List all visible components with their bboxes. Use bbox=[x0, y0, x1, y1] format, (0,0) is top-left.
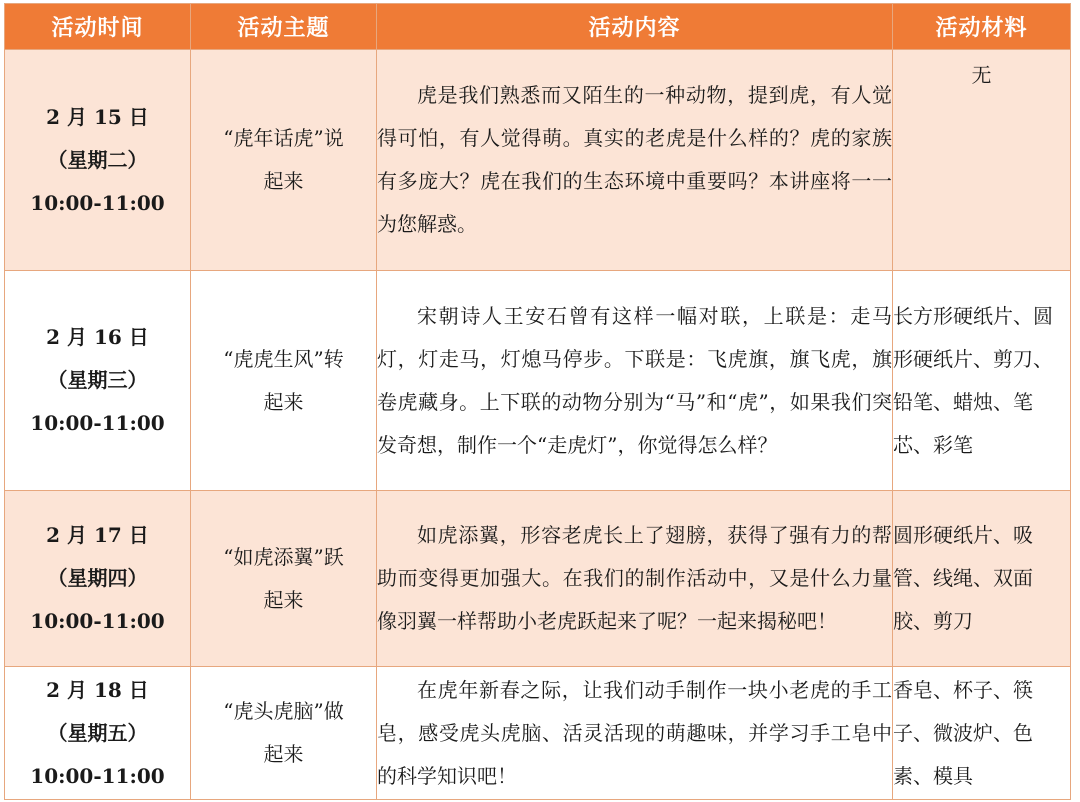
theme-cell bbox=[191, 667, 377, 800]
theme-line: 起来 bbox=[263, 742, 304, 766]
content-cell bbox=[377, 491, 893, 667]
materials-text: 长方形硬纸片、圆形硬纸片、剪刀、铅笔、蜡烛、笔芯、彩笔 bbox=[893, 303, 1053, 457]
content-cell bbox=[377, 271, 893, 491]
theme-cell bbox=[191, 491, 377, 667]
content-text: 宋朝诗人王安石曾有这样一幅对联，上联是：走马灯，灯走马，灯熄马停步。下联是：飞虎旗，旗飞虎，旗卷虎藏身。上下联的动物分别为“马”和“虎”，如果我们突发奇想，制作一个“走虎灯”，你觉得怎么样？ bbox=[377, 303, 892, 457]
theme-cell bbox=[191, 50, 377, 271]
time-range-text: 10:00-11:00 bbox=[30, 609, 165, 633]
header-content: 活动内容 bbox=[377, 4, 893, 50]
date-text: 2 月 17 日 bbox=[46, 523, 149, 547]
content-text: 在虎年新春之际，让我们动手制作一块小老虎的手工皂，感受虎头虎脑、活灵活现的萌趣味，并学习手工皂中的科学知识吧！ bbox=[377, 677, 892, 788]
weekday-text: （星期四） bbox=[47, 566, 148, 590]
table-header-row bbox=[5, 4, 1071, 50]
date-text: 2 月 16 日 bbox=[46, 325, 149, 349]
content-text: 如虎添翼，形容老虎长上了翅膀，获得了强有力的帮助而变得更加强大。在我们的制作活动中，又是什么力量像羽翼一样帮助小老虎跃起来了呢？一起来揭秘吧！ bbox=[377, 523, 892, 633]
materials-text: 圆形硬纸片、吸管、线绳、双面胶、剪刀 bbox=[893, 523, 1033, 633]
header-time: 活动时间 bbox=[5, 4, 191, 50]
time-cell bbox=[5, 271, 191, 491]
date-text: 2 月 15 日 bbox=[46, 104, 149, 129]
activity-schedule-table bbox=[4, 3, 1071, 800]
time-cell bbox=[5, 491, 191, 667]
date-text: 2 月 18 日 bbox=[46, 677, 149, 702]
table-row bbox=[5, 50, 1071, 271]
theme-cell bbox=[191, 271, 377, 491]
weekday-text: （星期五） bbox=[47, 720, 148, 745]
materials-cell bbox=[893, 491, 1071, 667]
materials-text: 无 bbox=[971, 63, 992, 87]
theme-line: “虎头虎脑”做 bbox=[223, 699, 344, 723]
materials-cell bbox=[893, 50, 1071, 271]
time-range-text: 10:00-11:00 bbox=[30, 190, 165, 215]
theme-line: 起来 bbox=[263, 389, 304, 414]
table-row bbox=[5, 271, 1071, 491]
time-range-text: 10:00-11:00 bbox=[30, 763, 165, 788]
theme-line: “虎年话虎”说 bbox=[223, 126, 344, 150]
table-row bbox=[5, 491, 1071, 667]
materials-text: 香皂、杯子、筷子、微波炉、色素、模具 bbox=[893, 677, 1033, 788]
time-cell bbox=[5, 667, 191, 800]
header-theme: 活动主题 bbox=[191, 4, 377, 50]
content-text: 虎是我们熟悉而又陌生的一种动物，提到虎，有人觉得可怕，有人觉得萌。真实的老虎是什么样的？虎的家族有多庞大？虎在我们的生态环境中重要吗？本讲座将一一为您解惑。 bbox=[377, 83, 892, 236]
materials-cell bbox=[893, 667, 1071, 800]
weekday-text: （星期二） bbox=[47, 147, 148, 172]
theme-line: “虎虎生风”转 bbox=[223, 346, 344, 371]
content-cell bbox=[377, 50, 893, 271]
materials-cell bbox=[893, 271, 1071, 491]
theme-line: 起来 bbox=[263, 587, 304, 612]
content-cell bbox=[377, 667, 893, 800]
time-cell bbox=[5, 50, 191, 271]
table-row bbox=[5, 667, 1071, 800]
header-materials: 活动材料 bbox=[893, 4, 1071, 50]
time-range-text: 10:00-11:00 bbox=[30, 411, 165, 435]
weekday-text: （星期三） bbox=[47, 368, 148, 392]
theme-line: 起来 bbox=[263, 169, 304, 193]
theme-line: “如虎添翼”跃 bbox=[223, 544, 344, 569]
